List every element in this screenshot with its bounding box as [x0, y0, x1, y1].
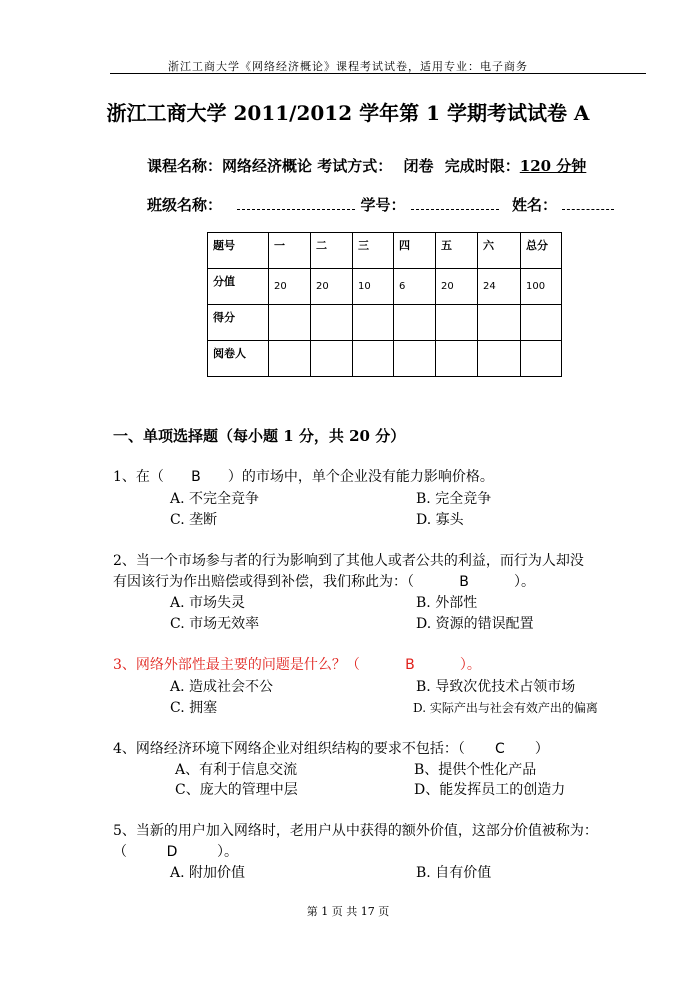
score-cell[interactable] [436, 305, 478, 341]
score-row-label: 得分 [208, 305, 269, 341]
option-c: C、庞大的管理中层 [175, 782, 298, 798]
option-d: D. 资源的错误配置 [416, 616, 534, 632]
question-2-line-1: 2、当一个市场参与者的行为影响到了其他人或者公共的利益，而行为人却没 [113, 553, 584, 569]
score-header-cell: 题号 [208, 233, 269, 269]
option-d: D. 实际产出与社会有效产出的偏离 [413, 701, 598, 715]
score-table-header-row [208, 233, 562, 269]
score-cell[interactable] [311, 341, 353, 377]
question-5-line-1: 5、当新的用户加入网络时，老用户从中获得的额外价值，这部分价值被称为： [113, 823, 598, 839]
option-a: A. 不完全竞争 [170, 491, 260, 507]
question-text: ）。 [459, 657, 481, 673]
question-4 [113, 738, 549, 758]
score-cell[interactable] [353, 305, 394, 341]
question-answer: C [495, 741, 505, 757]
score-cell: 10 [353, 269, 394, 305]
question-text: ）的市场中，单个企业没有能力影响价格。 [227, 469, 494, 485]
time-limit-label: 完成时限： [444, 157, 520, 175]
class-name-label: 班级名称： [147, 196, 223, 214]
question-text: 3、网络外部性最主要的问题是什么？（ [113, 657, 360, 673]
course-label: 课程名称：网络经济概论 [147, 157, 313, 175]
course-info-line [147, 155, 586, 176]
option-b: B、提供个性化产品 [414, 762, 537, 778]
question-text: （ [113, 844, 127, 860]
score-header-cell: 二 [311, 233, 353, 269]
section-title: 一、单项选择题（每小题 1 分，共 20 分） [113, 427, 406, 445]
score-table-row [208, 269, 562, 305]
page-header: 浙江工商大学《网络经济概论》课程考试试卷，适用专业：电子商务 [168, 60, 528, 73]
question-5-line-2 [113, 841, 238, 861]
question-2-line-2 [113, 571, 535, 591]
option-d: D、能发挥员工的创造力 [414, 782, 566, 798]
option-b: B. 导致次优技术占领市场 [416, 679, 576, 695]
question-answer: D [166, 844, 178, 860]
score-header-cell: 总分 [521, 233, 562, 269]
question-3 [113, 654, 481, 674]
option-b: B. 外部性 [416, 595, 478, 611]
question-text: ） [534, 741, 549, 757]
score-cell[interactable] [478, 341, 521, 377]
option-a: A. 市场失灵 [170, 595, 246, 611]
score-cell: 24 [478, 269, 521, 305]
student-name-label: 姓名： [511, 196, 557, 214]
score-cell[interactable] [311, 305, 353, 341]
question-text: 4、网络经济环境下网络企业对组织结构的要求不包括：（ [113, 741, 465, 757]
score-table [207, 232, 562, 377]
score-cell[interactable] [436, 341, 478, 377]
time-limit-value: 120 分钟 [519, 157, 587, 175]
exam-title: 浙江工商大学 2011/2012 学年第 1 学期考试试卷 A [106, 101, 590, 125]
header-divider [110, 73, 646, 74]
question-text: 1、在（ [113, 469, 164, 485]
class-name-field[interactable] [237, 197, 355, 210]
option-b: B. 自有价值 [416, 865, 492, 881]
score-cell[interactable] [394, 341, 436, 377]
score-table-row [208, 305, 562, 341]
score-cell: 20 [269, 269, 311, 305]
question-answer: B [405, 657, 415, 673]
student-id-field[interactable] [411, 197, 499, 210]
score-header-cell: 四 [394, 233, 436, 269]
score-header-cell: 一 [269, 233, 311, 269]
option-a: A. 附加价值 [170, 865, 246, 881]
option-d: D. 寡头 [416, 512, 464, 528]
option-c: C. 拥塞 [170, 700, 218, 716]
student-name-field[interactable] [562, 197, 614, 210]
score-table-row [208, 341, 562, 377]
student-id-label: 学号： [360, 196, 406, 214]
score-cell[interactable] [478, 305, 521, 341]
score-row-label: 分值 [208, 269, 269, 305]
page-footer: 第 1 页 共 17 页 [306, 905, 390, 918]
score-cell[interactable] [521, 341, 562, 377]
score-cell[interactable] [394, 305, 436, 341]
option-c: C. 市场无效率 [170, 616, 260, 632]
option-c: C. 垄断 [170, 512, 218, 528]
student-info-line [147, 194, 614, 215]
question-answer: B [191, 469, 201, 485]
question-text: 有因该行为作出赔偿或得到补偿，我们称此为：（ [113, 574, 414, 590]
question-answer: B [459, 574, 469, 590]
exam-method-label: 考试方式： [317, 157, 393, 175]
option-a: A、有利于信息交流 [175, 762, 298, 778]
score-cell: 20 [311, 269, 353, 305]
question-1 [113, 466, 494, 486]
score-row-label: 阅卷人 [208, 341, 269, 377]
exam-method-value: 闭卷 [403, 157, 434, 175]
score-cell: 20 [436, 269, 478, 305]
score-cell[interactable] [269, 341, 311, 377]
option-a: A. 造成社会不公 [170, 679, 274, 695]
score-cell: 100 [521, 269, 562, 305]
score-header-cell: 六 [478, 233, 521, 269]
question-text: ）。 [217, 844, 238, 860]
score-cell[interactable] [269, 305, 311, 341]
score-cell[interactable] [353, 341, 394, 377]
score-header-cell: 五 [436, 233, 478, 269]
question-text: ）。 [514, 574, 535, 590]
score-header-cell: 三 [353, 233, 394, 269]
option-b: B. 完全竞争 [416, 491, 492, 507]
score-cell: 6 [394, 269, 436, 305]
score-cell[interactable] [521, 305, 562, 341]
